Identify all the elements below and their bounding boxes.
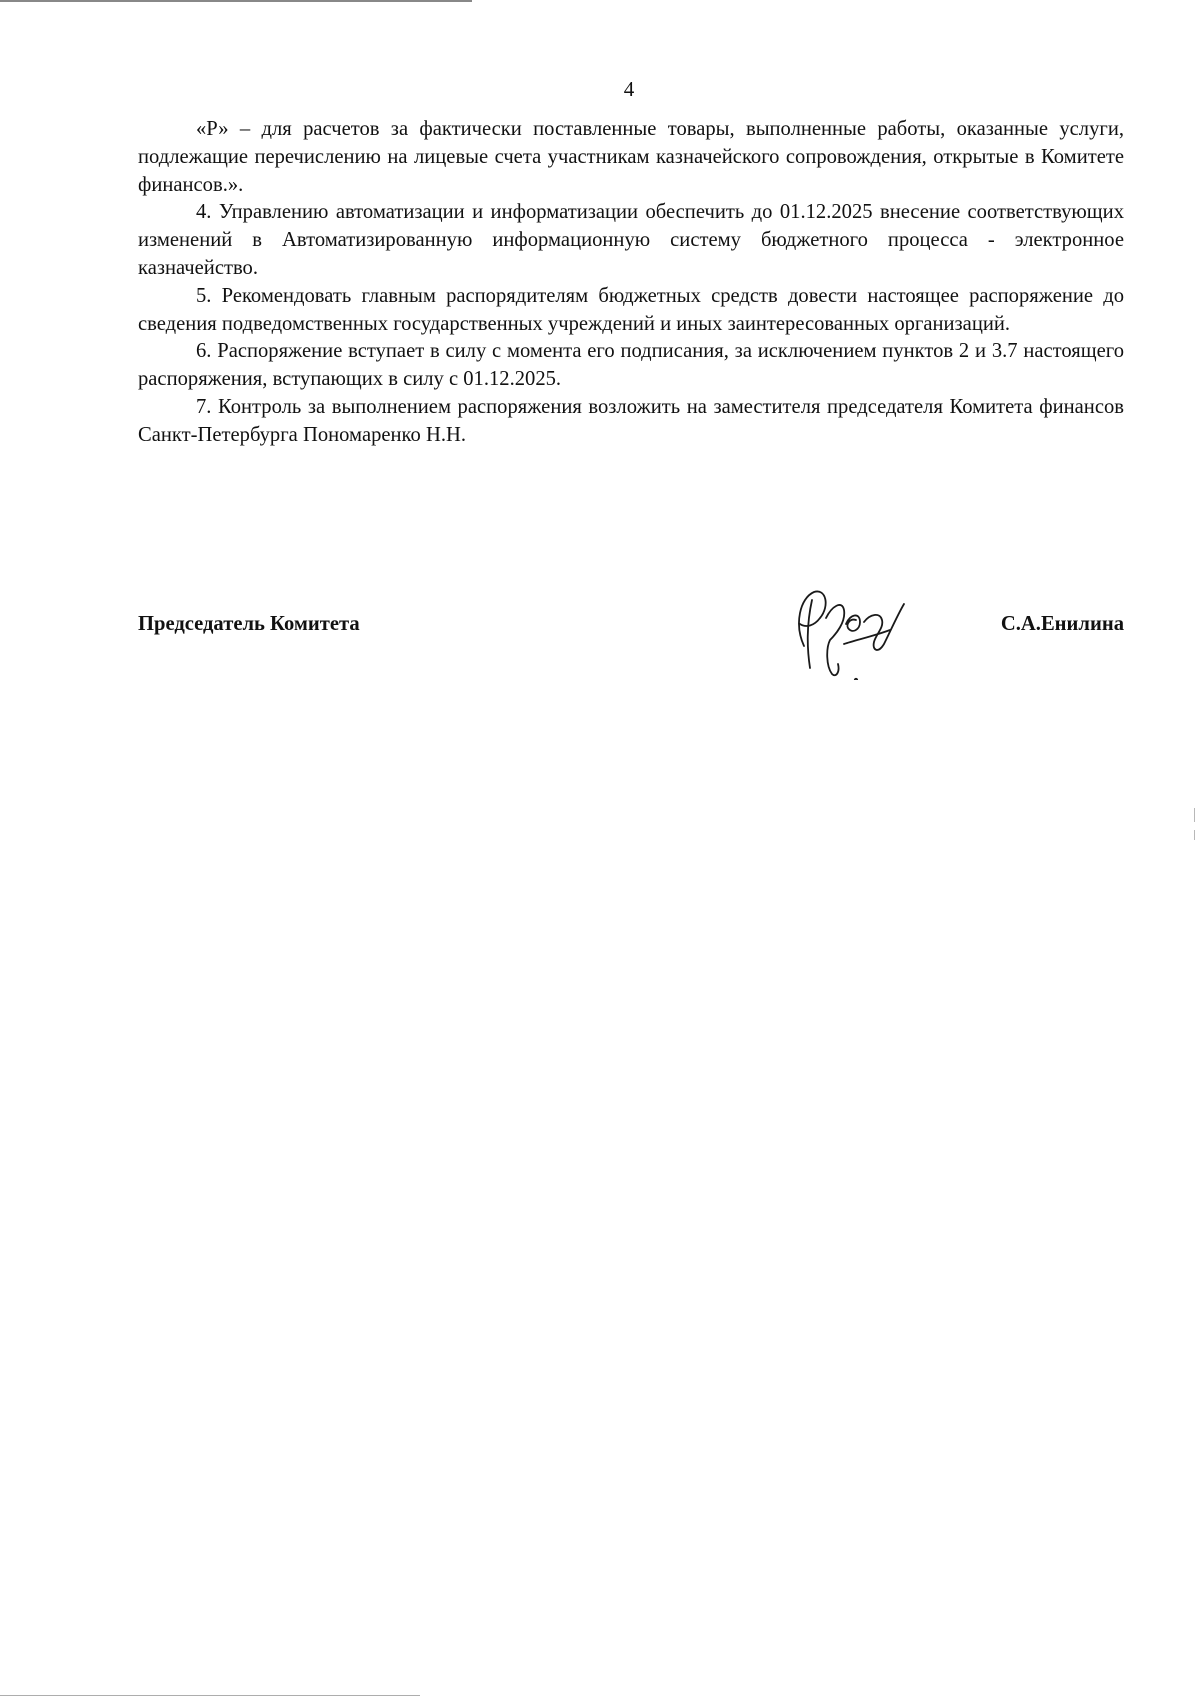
scan-speck [1194, 808, 1195, 822]
document-body [138, 116, 1124, 450]
signature-block [138, 584, 1124, 674]
paragraph-item-6: 6. Распоряжение вступает в силу с момента его подписания, за исключением пунктов 2 и 3.7 настоящего распоряжения, вступающих в силу с 01.12.2025. [138, 340, 1124, 391]
scan-edge-top [0, 0, 472, 2]
paragraph-item-5: 5. Рекомендовать главным распорядителям бюджетных средств довести настоящее распоряжение до сведения подведомственных государственных учреждений и иных заинтересованных организаций. [138, 284, 1124, 335]
page-number: 4 [623, 77, 635, 101]
scan-speck [1194, 830, 1195, 840]
paragraph-account-r: «Р» – для расчетов за фактически поставленные товары, выполненные работы, оказанные услуги, подлежащие перечислению на лицевые счета участникам казначейского сопровождения, открытые в Комитете финансов.». [138, 118, 1124, 196]
scan-edge-bottom [0, 1695, 420, 1696]
signatory-title: Председатель Комитета [138, 613, 360, 635]
handwritten-signature [786, 584, 922, 680]
paragraph-item-4: 4. Управлению автоматизации и информатизации обеспечить до 01.12.2025 внесение соответствующих изменений в Автоматизированную информационную систему бюджетного процесса - электронное казначейство. [138, 201, 1124, 279]
paragraph-item-7: 7. Контроль за выполнением распоряжения возложить на заместителя председателя Комитета финансов Санкт-Петербурга Пономаренко Н.Н. [138, 395, 1124, 446]
signatory-name: С.А.Енилина [1000, 613, 1124, 635]
